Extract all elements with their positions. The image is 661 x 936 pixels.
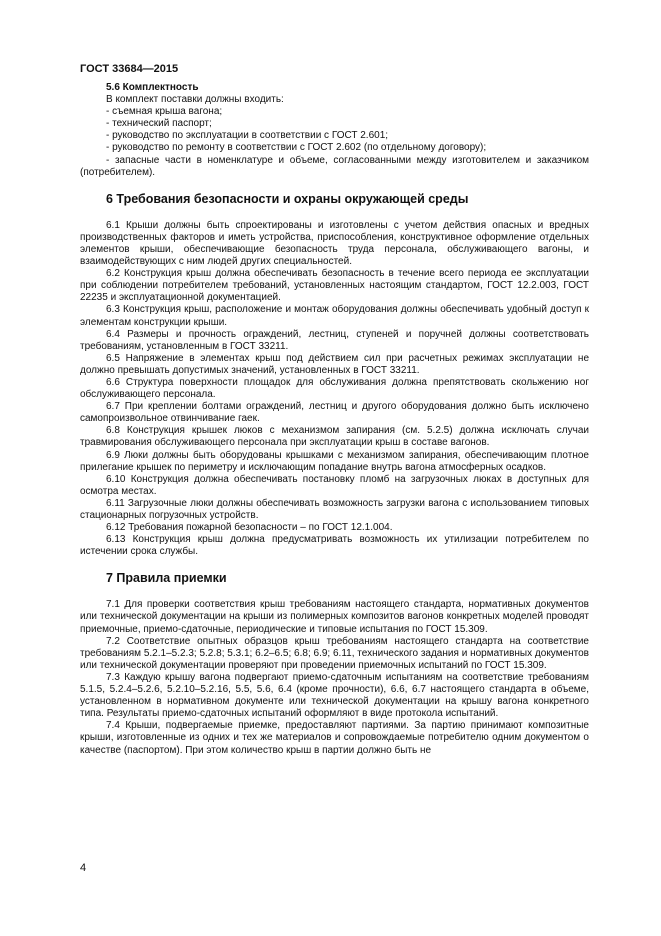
paragraph: 6.13 Конструкция крыш должна предусматривать возможность их утилизации потребителем по истечении срока службы.: [80, 534, 589, 558]
paragraph: 6.6 Структура поверхности площадок для обслуживания должна препятствовать скольжению ног обслуживающего персонала.: [80, 376, 589, 401]
paragraph: 6.11 Загрузочные люки должны обеспечивать возможность загрузки вагона с использованием типовых стационарных погрузочных устройств.: [80, 497, 589, 521]
paragraph: 6.12 Требования пожарной безопасности – по ГОСТ 12.1.004.: [106, 522, 393, 534]
paragraph: 6.4 Размеры и прочность ограждений, лестниц, ступеней и поручней должны соответствовать требованиям, установленным в ГОСТ 33211.: [80, 328, 589, 352]
document-code: ГОСТ 33684—2015: [80, 63, 179, 75]
paragraph: 6.1 Крыши должны быть спроектированы и изготовлены с учетом действия опасных и вредных производственных факторов и иметь устройства, приспособления, конструктивное оформление отдельных элементов крыши, обеспечивающие безопасность труда персонала, обслуживающего вагоны, и взаимодействующих с ним людей других специальностей.: [80, 219, 589, 268]
section-7-body: [80, 599, 589, 756]
paragraph: 7.1 Для проверки соответствия крыш требованиям настоящего стандарта, нормативных документов или технической документации на крыши из полимерных композитов вагонов конкретных моделей проводят приемочные, приемо-сдаточные, периодические и типовые испытания по ГОСТ 15.309.: [80, 599, 589, 635]
paragraph: 6.2 Конструкция крыш должна обеспечивать безопасность в течение всего периода ее эксплуатации при соблюдении потребителем требований, установленных настоящим стандартом, ГОСТ 12.2.003, ГОСТ 22235 и эксплуатационной документацией.: [80, 268, 589, 304]
paragraph: 6.7 При креплении болтами ограждений, лестниц и другого оборудования должно быть исключено самопроизвольное отвинчивание гаек.: [80, 401, 589, 425]
page-content: [80, 82, 589, 757]
paragraph: 6.8 Конструкция крышек люков с механизмом запирания (см. 5.2.5) должна исключать случаи травмирования обслуживающего персонала при эксплуатации крыш в составе вагонов.: [80, 425, 589, 449]
paragraph: 6.3 Конструкция крыш, расположение и монтаж оборудования должны обеспечивать удобный доступ к элементам конструкции крыши.: [80, 304, 589, 328]
list-item: - руководство по ремонту в соответствии с ГОСТ 2.602 (по отдельному договору);: [106, 142, 487, 154]
list-item: - запасные части в номенклатуре и объеме, согласованными между изготовителем и заказчиком (потребителем).: [80, 154, 589, 178]
paragraph: 7.4 Крыши, подвергаемые приемке, предоставляют партиями. За партию принимают композитные крыши, изготовленные из одних и тех же материалов и сопровождаемые потребителю одним документом о качестве (паспортом). При этом количество крыш в партии должно быть не: [80, 720, 589, 756]
paragraph: 6.5 Напряжение в элементах крыш под действием сил при расчетных режимах эксплуатации не должно превышать допустимых значений, установленных в ГОСТ 33211.: [80, 352, 589, 376]
paragraph: 6.10 Конструкция должна обеспечивать постановку пломб на загрузочных люках в доступных для осмотра местах.: [80, 473, 589, 497]
section-6-body: [80, 220, 589, 559]
list-item: - съемная крыша вагона;: [106, 106, 223, 118]
subsection-title: 5.6 Комплектность: [106, 82, 199, 93]
paragraph: В комплект поставки должны входить:: [106, 94, 284, 106]
list-item: - технический паспорт;: [106, 118, 212, 130]
paragraph: 7.2 Соответствие опытных образцов крыш требованиям настоящего стандарта на соответствие требованиям 5.2.1–5.2.3; 5.2.8; 5.3.1; 6.2–6.5; 6.8; 6.9; 6.11, технического задания и нормативных документов или технической документации проверяют при проведении приемочных испытаний по ГОСТ 15.309.: [80, 635, 589, 671]
subsection-5-6: [80, 82, 589, 179]
paragraph: 6.9 Люки должны быть оборудованы крышками с механизмом запирания, обеспечивающим плотное прилегание крышек по периметру и исключающим попадание внутрь вагона атмосферных осадков.: [80, 449, 589, 473]
section-7-heading: 7 Правила приемки: [106, 571, 227, 586]
section-6-heading: 6 Требования безопасности и охраны окружающей среды: [106, 191, 469, 206]
page-number: 4: [80, 862, 87, 874]
list-item: - руководство по эксплуатации в соответствии с ГОСТ 2.601;: [106, 130, 389, 142]
paragraph: 7.3 Каждую крышу вагона подвергают приемо-сдаточным испытаниям на соответствие требованиям 5.1.5, 5.2.4–5.2.6, 5.2.10–5.2.16, 5.5, 5.6, 6.4 (кроме прочности), 6.6, 6.7 настоящего стандарта в объеме, установленном в нормативном документе или технической документации на крышу вагона конкретного типа. Результаты приемо-сдаточных испытаний оформляют в виде протокола испытаний.: [80, 671, 589, 720]
